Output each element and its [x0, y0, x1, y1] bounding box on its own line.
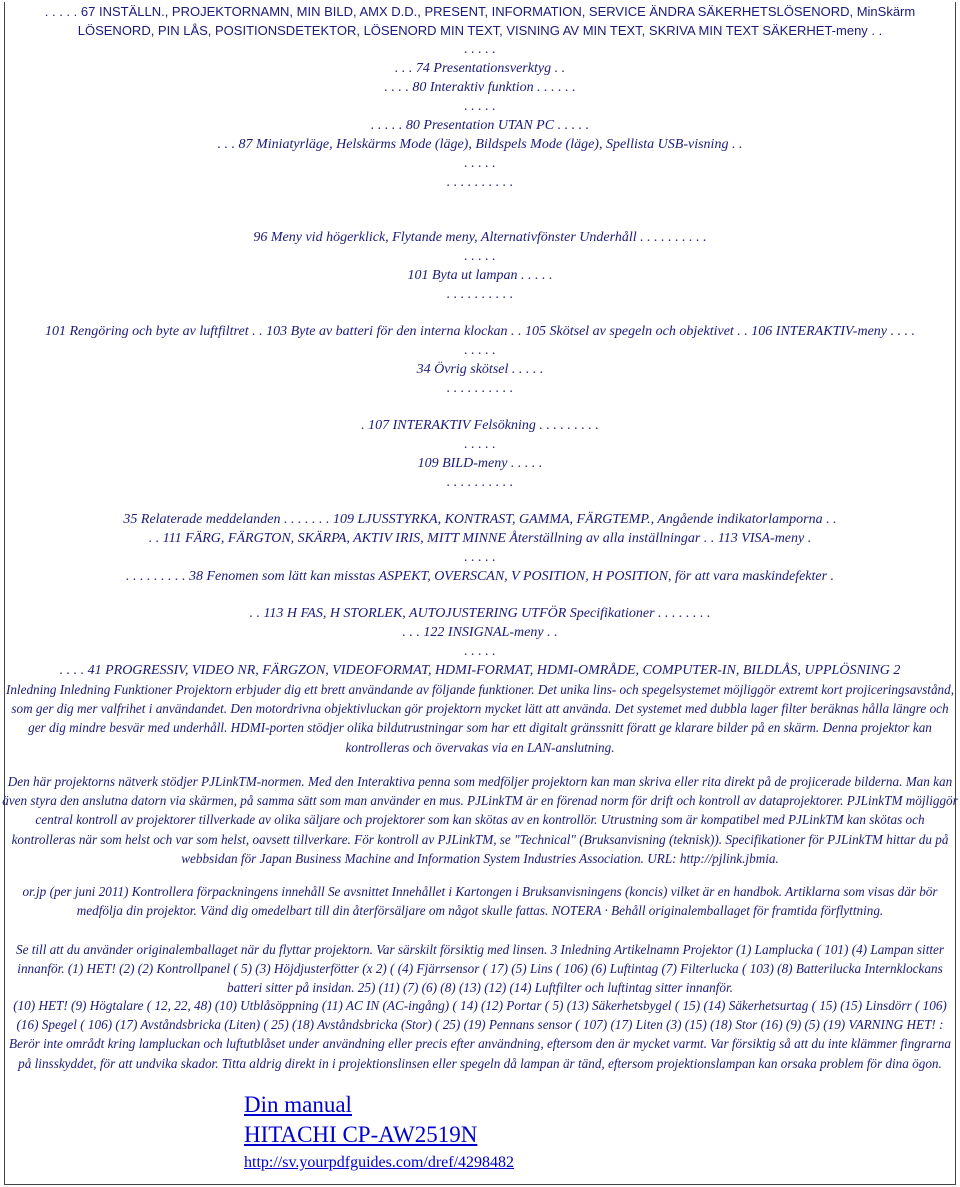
toc-line: . . . . . . . . . 38 Fenomen som lätt kan misstas ASPEKT, OVERSCAN, V POSITION, H POSITION, för att vara maskindefekter . — [125, 569, 835, 584]
toc-line: . . . . . — [464, 437, 496, 452]
footer-links — [244, 1090, 514, 1174]
url-link[interactable]: http://sv.yourpdfguides.com/dref/4298482 — [244, 1154, 515, 1171]
toc-line: . . . 74 Presentationsverktyg . . — [394, 61, 566, 76]
toc-line: . . . . . 80 Presentation UTAN PC . . . . . — [370, 118, 590, 133]
toc-line: . . . . 41 PROGRESSIV, VIDEO NR, FÄRGZON, VIDEOFORMAT, HDMI-FORMAT, HDMI-OMRÅDE, COMPUTER-IN, BILDLÅS, UPPLÖSNING 2 — [59, 663, 901, 678]
toc-line: . . . . . . . . . . — [446, 381, 514, 396]
toc-line: LÖSENORD, PIN LÅS, POSITIONSDETEKTOR, LÖSENORD MIN TEXT, VISNING AV MIN TEXT, SKRIVA MIN TEXT SÄKERHET-meny . . — [77, 23, 883, 38]
toc-line: . . . . . . . . . . — [446, 175, 514, 190]
product-link[interactable]: HITACHI CP-AW2519N — [244, 1122, 478, 1147]
toc-line: 35 Relaterade meddelanden . . . . . . . 109 LJUSSTYRKA, KONTRAST, GAMMA, FÄRGTEMP., Angående indikatorlamporna . . — [123, 512, 837, 527]
toc-line: . . 111 FÄRG, FÄRGTON, SKÄRPA, AKTIV IRIS, MITT MINNE Återställning av alla inställningar . . 113 VISA-meny . — [148, 531, 812, 546]
toc-line: 101 Rengöring och byte av luftfiltret . . 103 Byte av batteri för den interna klockan . . 105 Skötsel av spegeln och objektivet . . 106 INTERAKTIV-meny . . . . — [44, 324, 916, 339]
toc-line: . . . . . — [464, 550, 496, 565]
paragraph-intro: Inledning Inledning Funktioner Projektorn erbjuder dig ett brett användande av följande funktioner. Det unika lins- och spegelsystemet möjliggör extremt kort projiceringsavstånd, som ger dig mer valfrihet i användandet. Den motordrivna objektivluckan gör projektorn mycket lätt att använda. Det systemet med dubbla lager filter beräknas hålla längre och ger dig mindre besvär med underhåll. HDMI-porten stödjer olika bildutrustningar som har ett digitalt gränssnitt föratt ge klarare bilder på en skärm. Denna projektor kan kontrolleras och övervakas via en LAN-anslutning. — [5, 682, 955, 755]
toc-line: 34 Övrig skötsel . . . . . — [416, 362, 544, 377]
toc-line: . . . . . — [464, 249, 496, 264]
toc-line: . . . . . . . . . . — [446, 287, 514, 302]
toc-line: . . . . . 67 INSTÄLLN., PROJEKTORNAMN, MIN BILD, AMX D.D., PRESENT, INFORMATION, SERVICE ÄNDRA SÄKERHETSLÖSENORD, MinSkärm — [44, 4, 916, 19]
toc-line: 109 BILD-meny . . . . . — [417, 456, 543, 471]
paragraph-parts: Se till att du använder originalemballaget när du flyttar projektorn. Var särskilt försiktig med linsen. 3 Inledning Artikelnamn Projektor (1) Lamplucka ( 101) (4) Lampan sitter innanför. (1) HET! (2) (2) Kontrollpanel ( 5) (3) Höjdjusterfötter (x 2) ( (4) Fjärrsensor ( 17) (5) Lins ( 106) (6) Luftintag (7) Filterlucka ( 103) (8) Batterilucka Internklockans batteri sitter på insidan. 25) (11) (7) (6) (8) (13) (12) (14) Luftfilter och luftintag sitter innanför. — [15, 942, 945, 996]
paragraph-pjlink: Den här projektorns nätverk stödjer PJLinkTM-normen. Med den Interaktiva penna som medföljer projektorn kan man skriva eller rita direkt på de projicerade bilderna. Man kan även styra den anslutna datorn via skärmen, på samma sätt som man använder en mus. PJLinkTM är en förenad norm för drift och kontroll av dataprojektorer. PJLinkTM möjliggör central kontroll av projektorer tillverkade av olika säljare och projektorer som kan skötas av en kontrollör. Utrustning som är kompatibel med PJLinkTM kan skötas och kontrolleras när som helst och var som helst, oavsett tillverkare. För kontroll av PJLinkTM, se "Technical" (Bruksanvisning (teknisk)). Specifikationer för PJLinkTM hittar du på webbsidan för Japan Business Machine and Information System Industries Association. URL: http://pjlink.jbmia. — [2, 774, 958, 866]
toc-line: . . 113 H FAS, H STORLEK, AUTOJUSTERING UTFÖR Specifikationer . . . . . . . . — [249, 606, 711, 621]
toc-line: . . . . . — [464, 42, 496, 57]
toc-line: . . . . . — [464, 99, 496, 114]
toc-line: 96 Meny vid högerklick, Flytande meny, Alternativfönster Underhåll . . . . . . . . . . — [253, 230, 707, 245]
toc-line: 101 Byta ut lampan . . . . . — [407, 268, 553, 283]
toc-line: . . . 87 Miniatyrläge, Helskärms Mode (läge), Bildspels Mode (läge), Spellista USB-visning . . — [217, 137, 743, 152]
toc-line: . . . . . — [464, 156, 496, 171]
paragraph-package: or.jp (per juni 2011) Kontrollera förpackningens innehåll Se avsnittet Innehållet i Kartongen i Bruksanvisningens (koncis) vilket är en handbok. Artiklarna som visas där bör medfölja din projektor. Vänd dig omedelbart till din återförsäljare om något skulle fattas. NOTERA · Behåll originalemballaget för framtida förflyttning. — [22, 884, 938, 919]
paragraph-warning: (10) HET! (9) Högtalare ( 12, 22, 48) (10) Utblåsöppning (11) AC IN (AC-ingång) ( 14) (12) Portar ( 5) (13) Säkerhetsbygel ( 15) (14) Säkerhetsurtag ( 15) (15) Linsdörr ( 106) (16) Spegel ( 106) (17) Avståndsbricka (Liten) ( 25) (18) Avståndsbricka (Stor) ( 25) (19) Pennans sensor ( 107) (17) Liten (3) (15) (18) Stor (16) (9) (5) (19) VARNING HET! : Berör inte områdt kring lampluckan och luftutblåset under användning eller precis efter användning, eftersom den är mycket varmt. Var försiktig så att du inte klämmer fingrarna på linsskyddet, för att undvika skador. Titta aldrig direkt in i projektionslinsen eller spegeln då lampan är tänd, eftersom projektionslampan kan orsaka problem för dina ögon. — [9, 998, 951, 1071]
toc-line: . . . . 80 Interaktiv funktion . . . . . . — [384, 80, 576, 95]
toc-line: . . . 122 INSIGNAL-meny . . — [402, 625, 558, 640]
manual-link[interactable]: Din manual — [244, 1092, 352, 1117]
toc-line: . . . . . — [464, 343, 496, 358]
toc-line: . . . . . . . . . . — [446, 475, 514, 490]
toc-line: . 107 INTERAKTIV Felsökning . . . . . . . . . — [361, 418, 599, 433]
toc-line: . . . . . — [464, 644, 496, 659]
